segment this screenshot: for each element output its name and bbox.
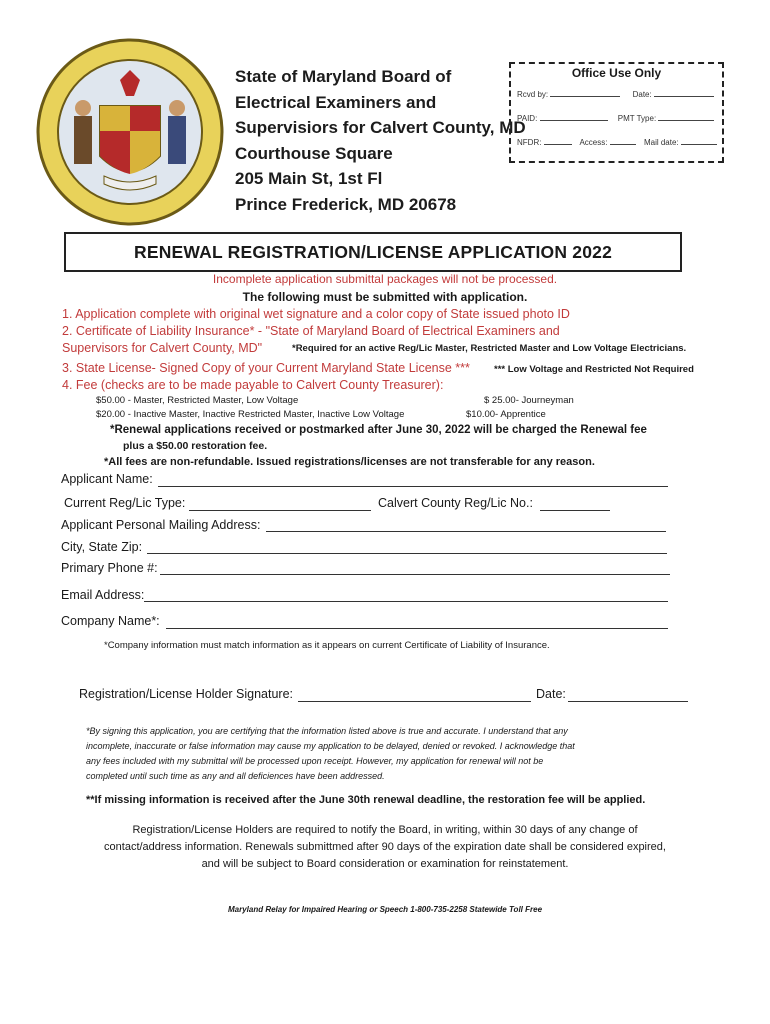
requirement-2a: 2. Certificate of Liability Insurance* - "State of Maryland Board of Electrical Examiners and: [62, 324, 560, 338]
applicant-name-label: Applicant Name:: [61, 472, 153, 486]
fee-inactive: $20.00 - Inactive Master, Inactive Restricted Master, Inactive Low Voltage: [96, 409, 405, 420]
signature-date-label: Date:: [536, 687, 566, 701]
pmt-type-label: PMT Type:: [617, 114, 657, 123]
must-submit-notice: The following must be submitted with application.: [242, 290, 528, 304]
certify-line-4: completed until such time as any and all deficiences have been addressed.: [86, 771, 385, 781]
email-address-field[interactable]: [144, 601, 668, 602]
mailing-address-label: Applicant Personal Mailing Address:: [61, 518, 261, 532]
office-row-paid: [517, 114, 714, 123]
header-line-6: Prince Frederick, MD 20678: [235, 194, 457, 214]
office-use-title: Office Use Only: [571, 66, 662, 80]
certify-line-3: any fees included with my submittal will be processed upon receipt. However, my application for renewal will not be: [86, 756, 544, 766]
form-title: RENEWAL REGISTRATION/LICENSE APPLICATION 2022: [134, 242, 612, 262]
access-line[interactable]: [610, 144, 636, 145]
header-line-2: Electrical Examiners and: [235, 92, 437, 112]
nfdr-line[interactable]: [544, 144, 572, 145]
fee-master: $50.00 - Master, Restricted Master, Low Voltage: [96, 395, 299, 406]
notify-line-2: contact/address information. Renewals submittmed after 90 days of the expiration date shall be considered expired,: [104, 841, 666, 853]
fee-apprentice: $10.00- Apprentice: [466, 409, 546, 420]
current-reg-label: Current Reg/Lic Type:: [64, 496, 186, 510]
requirement-3: 3. State License- Signed Copy of your Current Maryland State License ***: [62, 361, 470, 375]
certify-line-2: incomplete, inaccurate or false information may cause my application to be delayed, denied or revoked. I acknowledge that: [86, 741, 575, 751]
calvert-reg-label: Calvert County Reg/Lic No.:: [378, 496, 533, 510]
header-line-1: State of Maryland Board of: [235, 67, 452, 86]
signature-field[interactable]: [298, 701, 531, 702]
city-state-zip-label: City, State Zip:: [61, 540, 143, 554]
header-line-5: 205 Main St, 1st Fl: [235, 169, 383, 188]
primary-phone-label: Primary Phone #:: [61, 561, 158, 575]
state-seal-image: [34, 36, 226, 228]
access-label: Access:: [579, 138, 608, 147]
mail-date-line[interactable]: [681, 144, 717, 145]
requirement-2-note: *Required for an active Reg/Lic Master, Restricted Master and Low Voltage Electricians.: [292, 343, 687, 354]
mail-date-label: Mail date:: [643, 138, 679, 147]
rcvd-label: Rcvd by:: [517, 90, 549, 99]
calvert-reg-field[interactable]: [540, 510, 610, 511]
board-address-block: [235, 64, 526, 217]
nfdr-label: NFDR:: [517, 138, 542, 147]
current-reg-field[interactable]: [189, 510, 371, 511]
applicant-name-field[interactable]: [158, 486, 668, 487]
late-fee-notice-2: plus a $50.00 restoration fee.: [123, 440, 268, 452]
requirement-4: 4. Fee (checks are to be made payable to Calvert County Treasurer):: [62, 378, 444, 392]
rcvd-line[interactable]: [550, 96, 620, 97]
city-state-zip-field[interactable]: [147, 553, 667, 554]
office-row-nfdr: [517, 138, 717, 147]
notify-line-3: and will be subject to Board consideration or examination for reinstatement.: [201, 858, 569, 870]
requirement-1: 1. Application complete with original wet signature and a color copy of State issued photo ID: [62, 307, 570, 321]
mailing-address-field[interactable]: [266, 531, 666, 532]
email-address-label: Email Address:: [61, 588, 145, 602]
primary-phone-field[interactable]: [160, 574, 670, 575]
company-name-field[interactable]: [166, 628, 668, 629]
late-fee-notice: *Renewal applications received or postmarked after June 30, 2022 will be charged the Renewal fee: [110, 424, 647, 436]
header-line-3: Supervisiors for Calvert County, MD: [235, 118, 526, 137]
relay-footer: Maryland Relay for Impaired Hearing or Speech 1-800-735-2258 Statewide Toll Free: [227, 905, 543, 914]
notify-line-1: Registration/License Holders are required to notify the Board, in writing, within 30 days of any change of: [132, 824, 638, 836]
office-use-box: [509, 62, 724, 163]
certify-line-1: *By signing this application, you are certifying that the information listed above is true and accurate. I understand that any: [86, 726, 568, 736]
requirement-2b: Supervisors for Calvert County, MD": [62, 341, 263, 355]
office-row-rcvd: [517, 90, 714, 99]
company-name-label: Company Name*:: [61, 614, 160, 628]
requirement-3-note: *** Low Voltage and Restricted Not Required: [494, 364, 694, 375]
paid-label: PAID:: [517, 114, 538, 123]
incomplete-notice: Incomplete application submittal packages will not be processed.: [212, 272, 558, 286]
paid-line[interactable]: [540, 120, 608, 121]
signature-label: Registration/License Holder Signature:: [79, 687, 294, 701]
signature-date-field[interactable]: [568, 701, 688, 702]
form-title-box: [64, 232, 682, 272]
missing-info-notice: **If missing information is received after the June 30th renewal deadline, the restoration fee will be applied.: [86, 794, 646, 806]
pmt-type-line[interactable]: [658, 120, 714, 121]
header-line-4: Courthouse Square: [235, 143, 393, 163]
date-label: Date:: [632, 90, 652, 99]
company-note: *Company information must match information as it appears on current Certificate of Liability of Insurance.: [104, 640, 550, 651]
fee-journeyman: $ 25.00- Journeyman: [484, 395, 574, 406]
date-line[interactable]: [654, 96, 714, 97]
nonrefundable-notice: *All fees are non-refundable. Issued registrations/licenses are not transferable for any reason.: [104, 456, 595, 468]
